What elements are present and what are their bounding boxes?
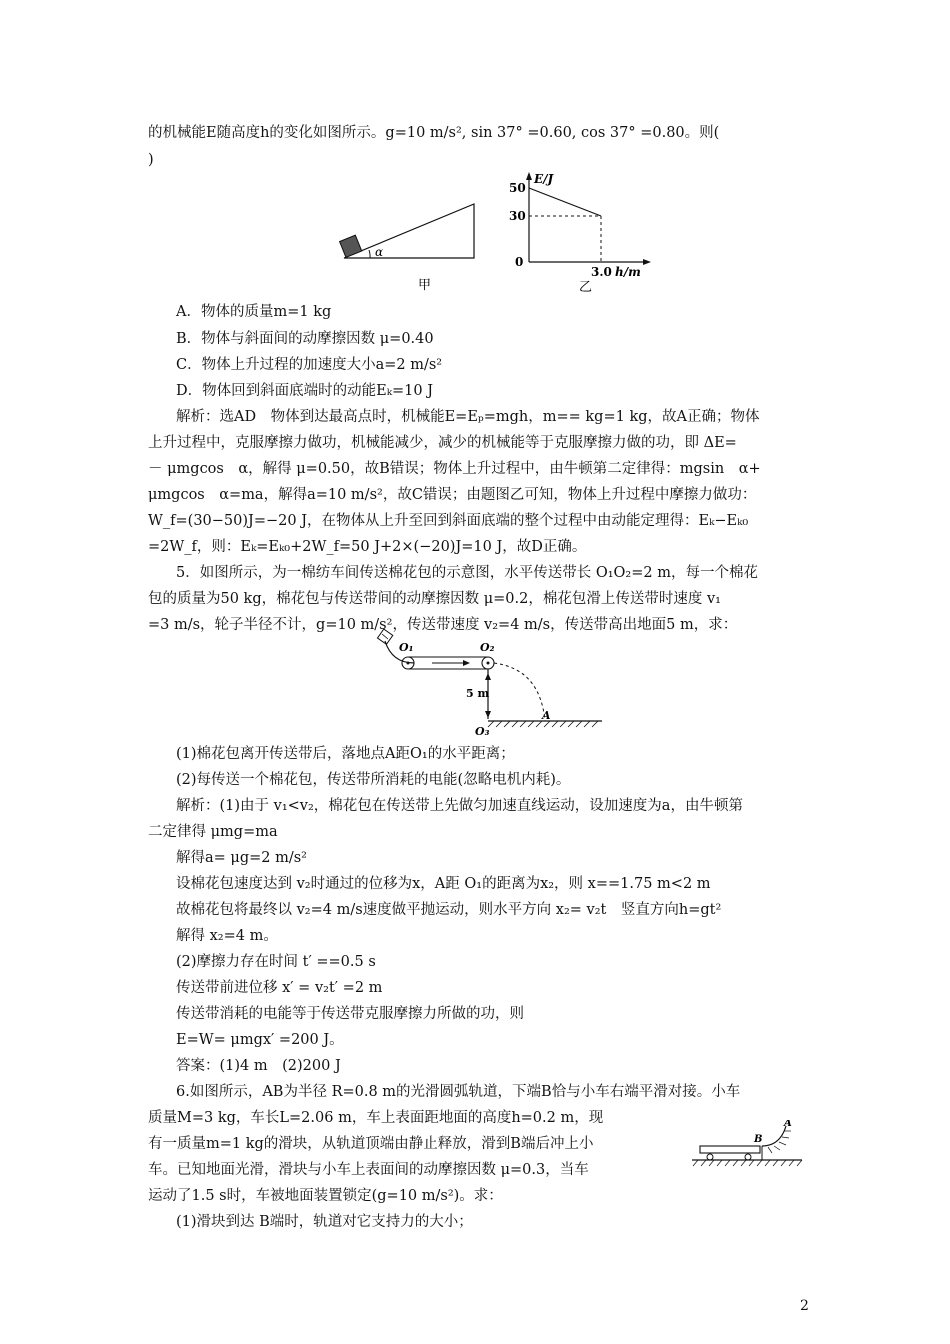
text-line: 质量M=3 kg，车长L=2.06 m，车上表面距地面的高度h=0.2 m，现 [148, 1110, 604, 1126]
incline-triangle [344, 204, 474, 258]
energy-line [529, 188, 601, 216]
text-line: 传送带前进位移 x′ = v₂t′ =2 m [176, 980, 383, 996]
text-line: ) [148, 152, 154, 168]
text-line: 解得 x₂=4 m。 [176, 928, 278, 944]
text-line: μmgcos α=ma，解得a=10 m/s²，故C错误；由题图乙可知，物体上升过程中摩擦力做功： [148, 487, 757, 503]
option-a: A．物体的质量m=1 kg [176, 304, 332, 320]
text-line: 5．如图所示，为一棉纺车间传送棉花包的示意图，水平传送带长 O₁O₂=2 m，每一个棉花 [176, 565, 758, 581]
x-axis-label: h/m [615, 265, 641, 279]
text-line: E=W= μmgx′ =200 J。 [176, 1032, 344, 1048]
question-1: (1)滑块到达 B端时，轨道对它支持力的大小； [176, 1214, 473, 1230]
arc-hatch [768, 1131, 791, 1153]
text-line: 解得a= μg=2 m/s² [176, 850, 307, 866]
figure-caption-jia: 甲 [418, 278, 432, 292]
label-b: B [754, 1134, 763, 1145]
figure-caption-yi: 乙 [579, 280, 593, 294]
x-tick-label: 3.0 [591, 265, 612, 279]
text-line: 故棉花包将最终以 v₂=4 m/s速度做平抛运动，则水平方向 x₂= v₂t 竖直方向h=gt² [176, 902, 722, 918]
text-line: － μmgcos α，解得 μ=0.50，故B错误；物体上升过程中，由牛顿第二定律得：mgsin α+ [148, 461, 761, 477]
question-1: (1)棉花包离开传送带后，落地点A距O₁的水平距离； [176, 746, 515, 762]
block-on-incline [340, 235, 362, 257]
answer-line: 答案：(1)4 m (2)200 J [176, 1058, 341, 1074]
arc-track [762, 1126, 786, 1146]
label-a: A [784, 1120, 792, 1129]
text-line: (2)摩擦力存在时间 t′ ==0.5 s [176, 954, 376, 970]
angle-label: α [375, 245, 384, 259]
text-line: 车。已知地面光滑，滑块与小车上表面间的动摩擦因数 μ=0.3，当车 [148, 1162, 589, 1178]
text-line: 设棉花包速度达到 v₂时通过的位移为x，A距 O₁的距离为x₂，则 x==1.75 m<2 m [176, 876, 711, 892]
text-line: 上升过程中，克服摩擦力做功，机械能减少，减少的机械能等于克服摩擦力做的功，即 ΔE= [148, 435, 737, 451]
question-2: (2)每传送一个棉花包，传送带所消耗的电能(忽略电机内耗)。 [176, 772, 571, 788]
text-line: W_f=(30−50)J=−20 J，在物体从上升至回到斜面底端的整个过程中由动能定理得：Eₖ−Eₖ₀ [148, 513, 749, 529]
incline-figure [330, 196, 480, 292]
ground-hatch [693, 1160, 802, 1166]
text-line: 二定律得 μmg=ma [148, 824, 278, 840]
label-o3: O₃ [475, 725, 490, 738]
text-line: 有一质量m=1 kg的滑块，从轨道顶端由静止释放，滑到B端后冲上小 [148, 1136, 594, 1152]
text-line: 解析：选AD 物体到达最高点时，机械能E=Eₚ=mgh，m== kg=1 kg，故A正确；物体 [176, 409, 760, 425]
y-axis-arrow [526, 172, 532, 180]
option-b: B．物体与斜面间的动摩擦因数 μ=0.40 [176, 331, 434, 347]
text-line: 传送带消耗的电能等于传送带克服摩擦力所做的功，则 [176, 1006, 524, 1022]
angle-arc [369, 250, 370, 258]
tick-30: 30 [509, 209, 526, 223]
conveyor-belt-figure [370, 625, 610, 740]
label-o2: O₂ [480, 641, 495, 654]
cart-body [700, 1146, 760, 1153]
cart-wheel-right [745, 1154, 751, 1160]
text-line: 包的质量为50 kg，棉花包与传送带间的动摩擦因数 μ=0.2，棉花包滑上传送带时速度 v₁ [148, 591, 721, 607]
cart-wheel-left [707, 1154, 713, 1160]
page-number: 2 [800, 1298, 809, 1314]
text-line: =3 m/s，轮子半径不计，g=10 m/s²，传送带速度 v₂=4 m/s，传送带高出地面5 m，求： [148, 617, 738, 633]
text-line: 6.如图所示，AB为半径 R=0.8 m的光滑圆弧轨道，下端B恰与小车右端平滑对接。小车 [176, 1084, 741, 1100]
cart-arc-figure [690, 1120, 808, 1180]
text-line: 的机械能E随高度h的变化如图所示。g=10 m/s², sin 37° =0.60, cos 37° =0.80。则( [148, 125, 720, 141]
label-o1: O₁ [399, 641, 414, 654]
x-axis-arrow [643, 259, 651, 265]
height-label: 5 m [466, 687, 490, 700]
y-axis-label: E/J [534, 172, 554, 186]
tick-50: 50 [509, 181, 526, 195]
label-a: A [542, 709, 551, 722]
option-c: C．物体上升过程的加速度大小a=2 m/s² [176, 357, 443, 373]
text-line: 解析：(1)由于 v₁<v₂，棉花包在传送带上先做匀加速直线运动，设加速度为a，由牛顿第 [176, 798, 743, 814]
energy-height-graph [505, 170, 655, 294]
trajectory [494, 663, 545, 721]
text-line: 运动了1.5 s时，车被地面装置锁定(g=10 m/s²)。求： [148, 1188, 503, 1204]
origin-label: 0 [515, 255, 524, 269]
text-line: =2W_f，则：Eₖ=Eₖ₀+2W_f=50 J+2×(−20)J=10 J，故D正确。 [148, 539, 587, 555]
option-d: D．物体回到斜面底端时的动能Eₖ=10 J [176, 383, 434, 399]
